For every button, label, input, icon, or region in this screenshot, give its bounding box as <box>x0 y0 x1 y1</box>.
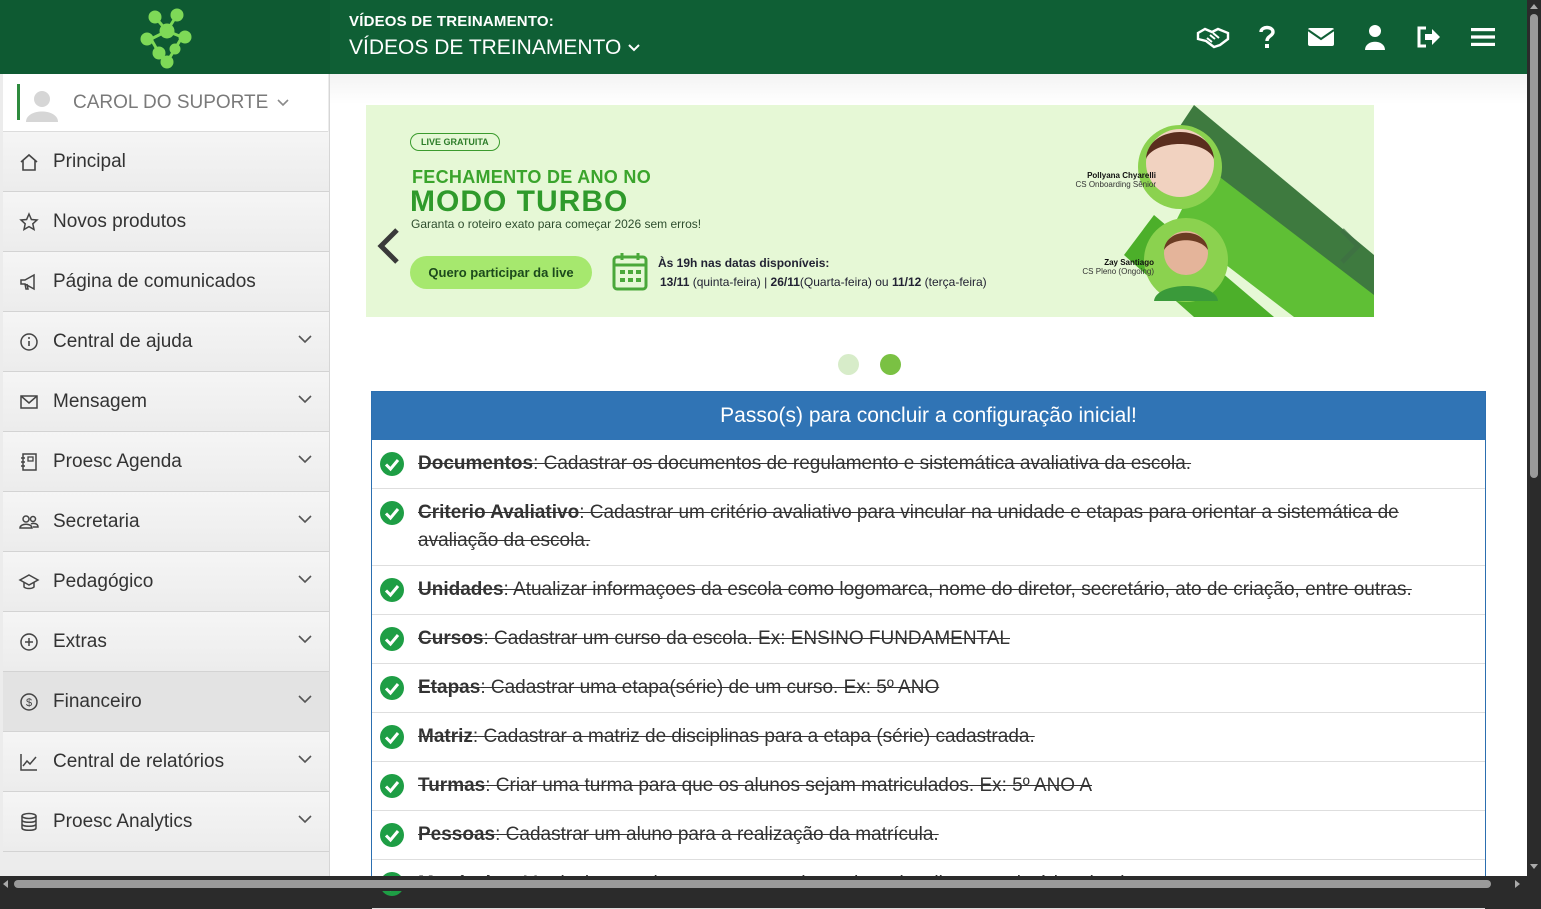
sidebar-item-central-de-relatorios[interactable] <box>3 732 329 792</box>
sidebar-item-label: Mensagem <box>53 391 147 412</box>
people-icon <box>19 512 39 532</box>
user-name-dropdown[interactable] <box>73 92 290 114</box>
database-icon <box>19 812 39 832</box>
calendar-icon <box>612 251 648 291</box>
sidebar-item-secretaria[interactable] <box>3 492 329 552</box>
presenter-1 <box>1006 171 1156 189</box>
user-accent-bar <box>17 84 20 120</box>
sidebar <box>0 74 330 876</box>
dollar-circle-icon <box>19 692 39 712</box>
banner-day-3: (terça-feira) <box>921 275 987 289</box>
setup-steps-list <box>372 440 1485 909</box>
setup-step-description: : Criar uma turma para que os alunos sejam matriculados. Ex: 5º ANO A <box>485 775 1092 796</box>
banner-dates <box>660 275 987 289</box>
chevron-down-icon <box>297 574 313 584</box>
presenter-1-role: CS Onboarding Sênior <box>1075 180 1156 189</box>
setup-step <box>372 489 1485 566</box>
horizontal-scrollbar[interactable] <box>0 876 1541 891</box>
scroll-left-arrow-icon[interactable] <box>3 880 8 888</box>
page-title-area <box>349 13 641 60</box>
vertical-scroll-thumb[interactable] <box>1530 14 1538 478</box>
presenter-1-name: Pollyana Chyarelli <box>1087 171 1156 180</box>
chevron-left-icon <box>375 227 401 265</box>
banner-subtitle: Garanta o roteiro exato para começar 2026 sem erros! <box>411 217 702 231</box>
setup-step <box>372 440 1485 489</box>
sidebar-menu <box>0 132 329 852</box>
check-circle-icon <box>380 452 404 476</box>
mail-icon[interactable] <box>1304 20 1338 54</box>
help-icon[interactable] <box>1250 20 1284 54</box>
setup-step <box>372 615 1485 664</box>
setup-step <box>372 713 1485 762</box>
banner-cta-button[interactable]: Quero participar da live <box>410 256 592 289</box>
check-circle-icon <box>380 823 404 847</box>
chevron-down-icon <box>627 43 641 53</box>
check-circle-icon <box>380 725 404 749</box>
check-circle-icon <box>380 627 404 651</box>
vertical-scrollbar[interactable] <box>1527 0 1541 876</box>
sidebar-item-label: Financeiro <box>53 691 142 712</box>
check-circle-icon <box>380 774 404 798</box>
setup-step-description: : Cadastrar uma etapa(série) de um curso. Ex: 5º ANO <box>480 677 940 698</box>
sidebar-item-pedagogico[interactable] <box>3 552 329 612</box>
banner-time: Às 19h nas datas disponíveis: <box>658 256 830 270</box>
chevron-right-icon <box>1338 227 1364 265</box>
setup-step-name[interactable]: Pessoas <box>418 824 496 845</box>
setup-step <box>372 664 1485 713</box>
sidebar-item-label: Secretaria <box>53 511 140 532</box>
sidebar-item-label: Proesc Analytics <box>53 811 193 832</box>
section-title: VÍDEOS DE TREINAMENTO <box>349 36 622 59</box>
sidebar-item-label: Extras <box>53 631 107 652</box>
banner-date-3: 11/12 <box>891 275 922 289</box>
svg-text:$: $ <box>25 697 33 709</box>
setup-step <box>372 566 1485 615</box>
avatar <box>26 88 58 122</box>
horizontal-scroll-thumb[interactable] <box>14 880 1491 888</box>
setup-step-name[interactable]: Criterio Avaliativo <box>418 502 580 523</box>
proesc-logo-icon <box>137 5 197 69</box>
chevron-down-icon <box>297 814 313 824</box>
presenter-2-name: Zay Santiago <box>1104 258 1154 267</box>
section-title-dropdown[interactable] <box>349 36 641 60</box>
user-icon[interactable] <box>1358 20 1392 54</box>
sidebar-item-label: Central de ajuda <box>53 331 193 352</box>
star-icon <box>19 212 39 232</box>
handshake-icon[interactable] <box>1196 20 1230 54</box>
setup-step-description: : Atualizar informaçoes da escola como logomarca, nome do diretor, secretário, ato de criação, entre outras. <box>503 579 1412 600</box>
carousel-dot-2[interactable] <box>880 354 901 375</box>
chevron-down-icon <box>297 394 313 404</box>
sidebar-item-principal[interactable] <box>3 132 329 192</box>
chevron-down-icon <box>297 454 313 464</box>
sidebar-item-label: Principal <box>53 151 126 172</box>
banner-day-1: (quinta-feira) | <box>689 275 771 289</box>
setup-step-description: : Cadastrar um aluno para a realização da matrícula. <box>495 824 939 845</box>
presenter-2 <box>1006 258 1154 276</box>
banner-decoration <box>1094 105 1374 317</box>
check-circle-icon <box>380 501 404 525</box>
setup-step <box>372 762 1485 811</box>
sidebar-item-novos-produtos[interactable] <box>3 192 329 252</box>
line-chart-icon <box>19 752 39 772</box>
setup-step-name[interactable]: Documentos <box>418 453 534 474</box>
chevron-down-icon <box>297 694 313 704</box>
setup-steps-panel <box>371 391 1486 891</box>
menu-icon[interactable] <box>1466 20 1500 54</box>
setup-step-description: : Cadastrar um curso da escola. Ex: ENSINO FUNDAMENTAL <box>483 628 1010 649</box>
setup-step <box>372 811 1485 860</box>
carousel-prev-button[interactable] <box>373 226 403 266</box>
chevron-down-icon <box>297 514 313 524</box>
setup-step-description: : Cadastrar os documentos de regulamento e sistemática avaliativa da escola. <box>533 453 1192 474</box>
banner-title-line2: MODO TURBO <box>410 185 629 218</box>
setup-step-name[interactable]: Turmas <box>418 775 486 796</box>
top-bar <box>0 0 1527 74</box>
sidebar-item-extras[interactable] <box>3 612 329 672</box>
sidebar-item-central-de-ajuda[interactable] <box>3 312 329 372</box>
setup-step-description: : Cadastrar um critério avaliativo para vincular na unidade e etapas para orientar a sistemática de avaliação da escola. <box>418 502 1399 551</box>
banner-day-2: (Quarta-feira) ou <box>799 275 892 289</box>
sidebar-item-financeiro[interactable] <box>3 672 329 732</box>
main-content <box>330 74 1527 876</box>
chevron-down-icon <box>297 634 313 644</box>
envelope-icon <box>19 392 39 412</box>
check-circle-icon <box>380 676 404 700</box>
section-label: VÍDEOS DE TREINAMENTO: <box>349 13 554 30</box>
chevron-down-icon <box>297 334 313 344</box>
check-circle-icon <box>380 578 404 602</box>
agenda-icon <box>19 452 39 472</box>
sidebar-item-label: Central de relatórios <box>53 751 225 772</box>
chevron-down-icon <box>297 754 313 764</box>
banner-title-line1: FECHAMENTO DE ANO NO <box>412 167 652 187</box>
scroll-down-arrow-icon[interactable] <box>1530 864 1538 869</box>
scroll-up-arrow-icon[interactable] <box>1530 4 1538 9</box>
sidebar-item-label: Pedagógico <box>53 571 154 592</box>
user-profile[interactable] <box>3 74 328 132</box>
carousel-indicators <box>838 354 901 375</box>
user-name: CAROL DO SUPORTE <box>73 92 269 113</box>
presenter-2-role: CS Pleno (Ongoing) <box>1082 267 1154 276</box>
logo[interactable] <box>0 0 330 74</box>
banner-date-1: 13/11 <box>660 275 690 289</box>
sidebar-item-label: Página de comunicados <box>53 271 256 292</box>
logout-icon[interactable] <box>1412 20 1446 54</box>
sidebar-item-pagina-de-comunicados[interactable] <box>3 252 329 312</box>
carousel-next-button[interactable] <box>1336 226 1366 266</box>
setup-step-description: : Cadastrar a matriz de disciplinas para a etapa (série) cadastrada. <box>472 726 1035 747</box>
banner-date-2: 26/11 <box>770 275 800 289</box>
sidebar-item-label: Proesc Agenda <box>53 451 182 472</box>
info-icon <box>19 332 39 352</box>
graduation-cap-icon <box>19 572 39 592</box>
promo-banner[interactable] <box>366 105 1374 317</box>
banner-badge: LIVE GRATUITA <box>410 133 500 151</box>
home-icon <box>19 152 39 172</box>
chevron-down-icon <box>276 98 290 108</box>
setup-step-name[interactable]: Cursos <box>418 628 484 649</box>
setup-step-name[interactable]: Unidades <box>418 579 504 600</box>
sidebar-item-proesc-agenda[interactable] <box>3 432 329 492</box>
top-actions <box>1196 20 1500 54</box>
sidebar-item-proesc-analytics[interactable] <box>3 792 329 852</box>
setup-step-name[interactable]: Etapas <box>418 677 481 698</box>
scroll-right-arrow-icon[interactable] <box>1515 880 1520 888</box>
megaphone-icon <box>19 272 39 292</box>
sidebar-item-label: Novos produtos <box>53 211 187 232</box>
plus-circle-icon <box>19 632 39 652</box>
sidebar-item-mensagem[interactable] <box>3 372 329 432</box>
setup-panel-title: Passo(s) para concluir a configuração inicial! <box>372 392 1485 440</box>
carousel-dot-1[interactable] <box>838 354 859 375</box>
setup-step-name[interactable]: Matriz <box>418 726 473 747</box>
